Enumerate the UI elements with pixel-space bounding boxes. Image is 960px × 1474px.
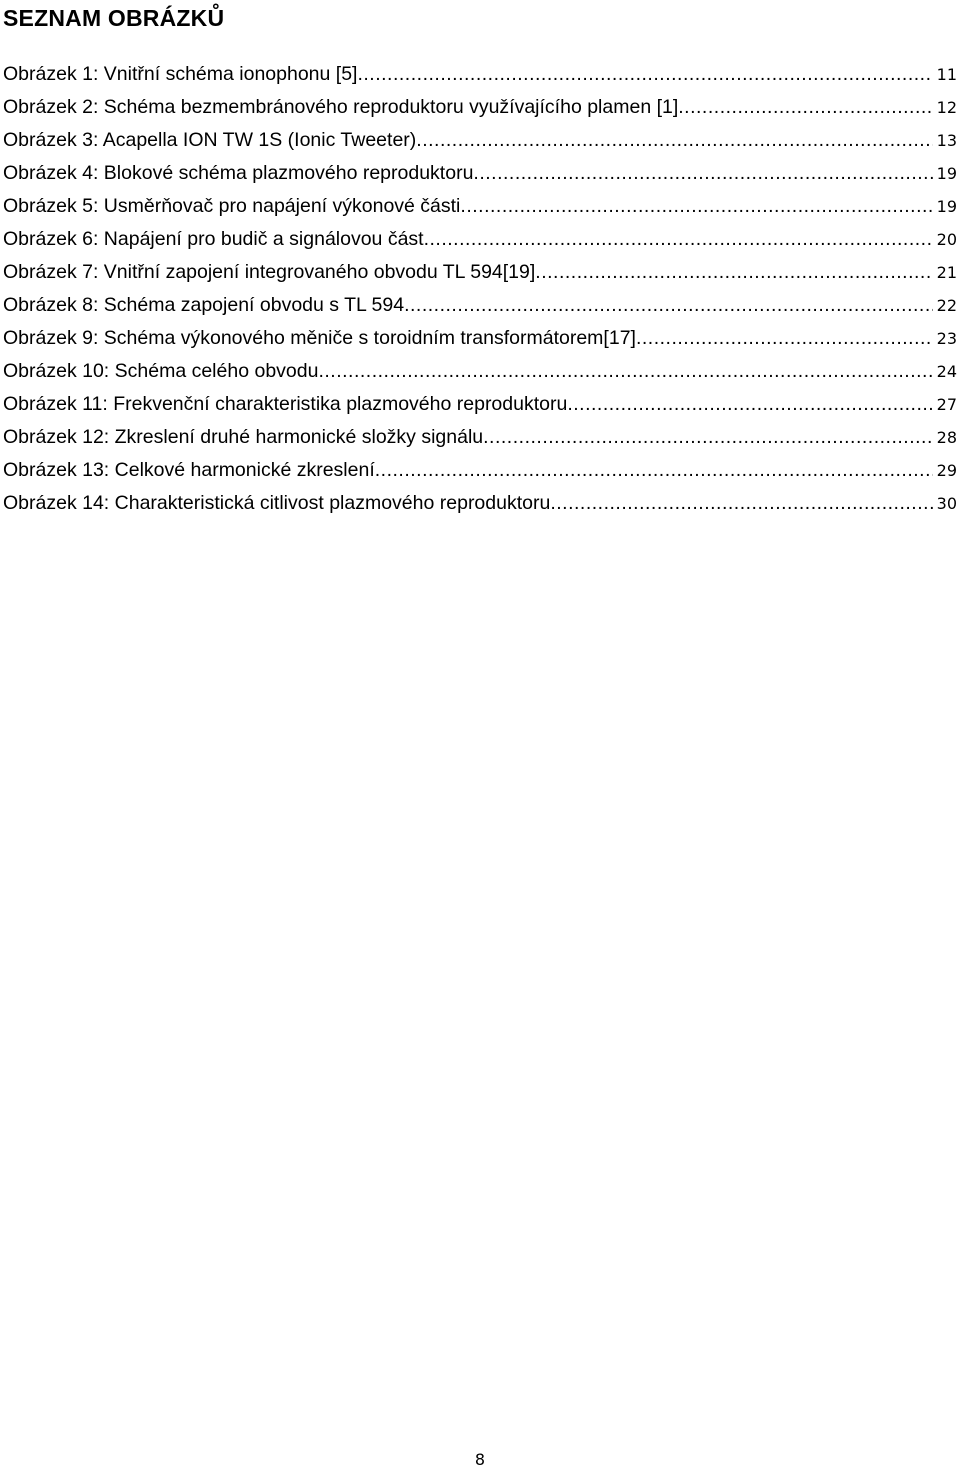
toc-entry[interactable] [3, 355, 957, 388]
toc-entry-title[interactable]: Obrázek 1: Vnitřní schéma ionophonu [5] [3, 63, 358, 85]
toc-entry-title[interactable]: Obrázek 2: Schéma bezmembránového reproduktoru využívajícího plamen [1] [3, 96, 679, 118]
toc-entry-page[interactable]: 13 [936, 131, 957, 150]
page-title: SEZNAM OBRÁZKŮ [3, 5, 225, 31]
toc-entry-page[interactable]: 23 [936, 329, 957, 348]
toc-entry-page[interactable]: 11 [936, 65, 957, 84]
toc-entry-title[interactable]: Obrázek 3: Acapella ION TW 1S (Ionic Tweeter) [3, 129, 417, 151]
toc-entry-title[interactable]: Obrázek 6: Napájení pro budič a signálovou část [3, 228, 424, 250]
toc-entry-page[interactable]: 21 [936, 263, 957, 282]
dot-leader [636, 322, 933, 355]
toc-entry[interactable] [3, 289, 957, 322]
dot-leader [483, 421, 933, 454]
toc-entry[interactable] [3, 124, 957, 157]
dot-leader [375, 454, 933, 487]
toc-entry-title[interactable]: Obrázek 14: Charakteristická citlivost plazmového reproduktoru [3, 492, 551, 514]
dot-leader [535, 256, 932, 289]
toc-entry-title[interactable]: Obrázek 12: Zkreslení druhé harmonické složky signálu [3, 426, 484, 448]
toc-entry-page[interactable]: 27 [936, 395, 957, 414]
toc-entry-title[interactable]: Obrázek 11: Frekvenční charakteristika plazmového reproduktoru [3, 393, 568, 415]
toc-entry[interactable] [3, 58, 957, 91]
toc-entry[interactable] [3, 157, 957, 190]
toc-entry[interactable] [3, 256, 957, 289]
toc-entry[interactable] [3, 487, 957, 520]
toc-entry-title[interactable]: Obrázek 8: Schéma zapojení obvodu s TL 594 [3, 294, 405, 316]
toc-entry-page[interactable]: 29 [936, 461, 957, 480]
toc-entry-page[interactable]: 22 [936, 296, 957, 315]
dot-leader [424, 223, 933, 256]
toc-entry[interactable] [3, 91, 957, 124]
toc-entry[interactable] [3, 454, 957, 487]
toc-entry[interactable] [3, 322, 957, 355]
page-number: 8 [474, 1450, 486, 1469]
toc-entry[interactable] [3, 190, 957, 223]
dot-leader [460, 190, 932, 223]
toc-entry[interactable] [3, 223, 957, 256]
toc-entry-page[interactable]: 20 [936, 230, 957, 249]
dot-leader [416, 124, 932, 157]
toc-entry[interactable] [3, 388, 957, 421]
dot-leader [550, 487, 932, 520]
toc-entry-page[interactable]: 24 [936, 362, 957, 381]
toc-entry-title[interactable]: Obrázek 10: Schéma celého obvodu [3, 360, 319, 382]
list-of-figures [3, 58, 957, 520]
toc-entry-page[interactable]: 28 [936, 428, 957, 447]
toc-entry-title[interactable]: Obrázek 13: Celkové harmonické zkreslení [3, 459, 375, 481]
dot-leader [404, 289, 933, 322]
dot-leader [473, 157, 932, 190]
toc-entry-page[interactable]: 19 [936, 197, 957, 216]
toc-entry-title[interactable]: Obrázek 5: Usměrňovač pro napájení výkonové části [3, 195, 461, 217]
dot-leader [318, 355, 932, 388]
toc-entry-title[interactable]: Obrázek 9: Schéma výkonového měniče s toroidním transformátorem[17] [3, 327, 636, 349]
toc-entry[interactable] [3, 421, 957, 454]
toc-entry-page[interactable]: 30 [936, 494, 957, 513]
dot-leader [678, 91, 932, 124]
toc-entry-title[interactable]: Obrázek 4: Blokové schéma plazmového reproduktoru [3, 162, 474, 184]
toc-entry-title[interactable]: Obrázek 7: Vnitřní zapojení integrovaného obvodu TL 594[19] [3, 261, 536, 283]
dot-leader [567, 388, 932, 421]
toc-entry-page[interactable]: 19 [936, 164, 957, 183]
toc-entry-page[interactable]: 12 [936, 98, 957, 117]
dot-leader [357, 58, 932, 91]
